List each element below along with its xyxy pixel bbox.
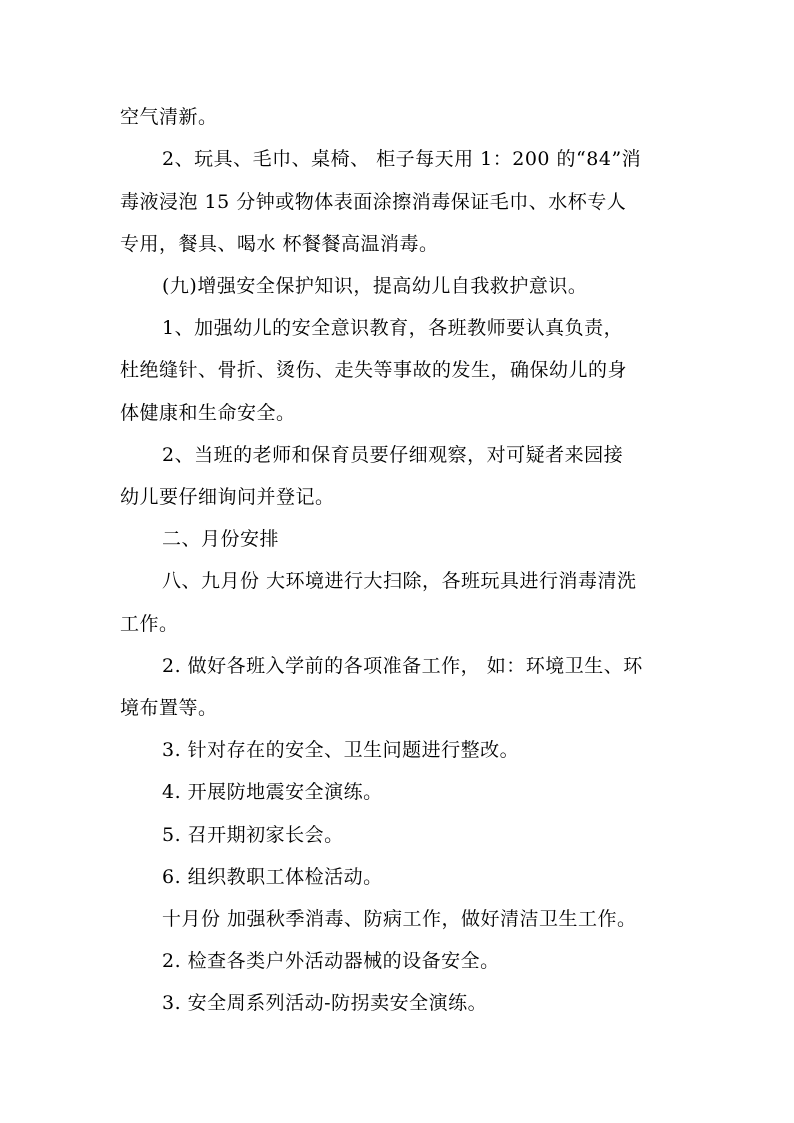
text-line: 工作。 <box>120 613 179 635</box>
list-item: 3. 安全周系列活动-防拐卖安全演练。 <box>162 992 488 1014</box>
text-line: 十月份 加强秋季消毒、防病工作，做好清洁卫生工作。 <box>162 908 637 930</box>
text-line: 幼儿要仔细询问并登记。 <box>120 486 335 508</box>
text-line: 2、玩具、毛巾、桌椅、 柜子每天用 1：200 的“84”消 <box>162 148 642 170</box>
list-item: 3. 针对存在的安全、卫生问题进行整改。 <box>162 739 520 761</box>
text-line: 境布置等。 <box>120 697 218 719</box>
text-line: 杜绝缝针、骨折、烫伤、走失等事故的发生，确保幼儿的身 <box>120 359 628 381</box>
text-line: 毒液浸泡 15 分钟或物体表面涂擦消毒保证毛巾、水杯专人 <box>120 191 627 213</box>
text-line: 体健康和生命安全。 <box>120 402 296 424</box>
text-line: (九)增强安全保护知识，提高幼儿自我救护意识。 <box>162 275 588 297</box>
text-line: 八、九月份 大环境进行大扫除，各班玩具进行消毒清洗 <box>162 570 637 592</box>
list-item: 5. 召开期初家长会。 <box>162 824 344 846</box>
text-line: 专用，餐具、喝水 杯餐餐高温消毒。 <box>120 233 439 255</box>
text-line: 2、当班的老师和保育员要仔细观察，对可疑者来园接 <box>162 444 624 466</box>
list-item: 4. 开展防地震安全演练。 <box>162 781 383 803</box>
text-line: 空气清新。 <box>120 106 218 128</box>
text-line: 2. 做好各班入学前的各项准备工作， 如：环境卫生、环 <box>162 655 643 677</box>
section-heading: 二、月份安排 <box>162 528 280 550</box>
list-item: 6. 组织教职工体检活动。 <box>162 866 383 888</box>
text-line: 1、加强幼儿的安全意识教育，各班教师要认真负责， <box>162 317 624 339</box>
list-item: 2. 检查各类户外活动器械的设备安全。 <box>162 950 500 972</box>
